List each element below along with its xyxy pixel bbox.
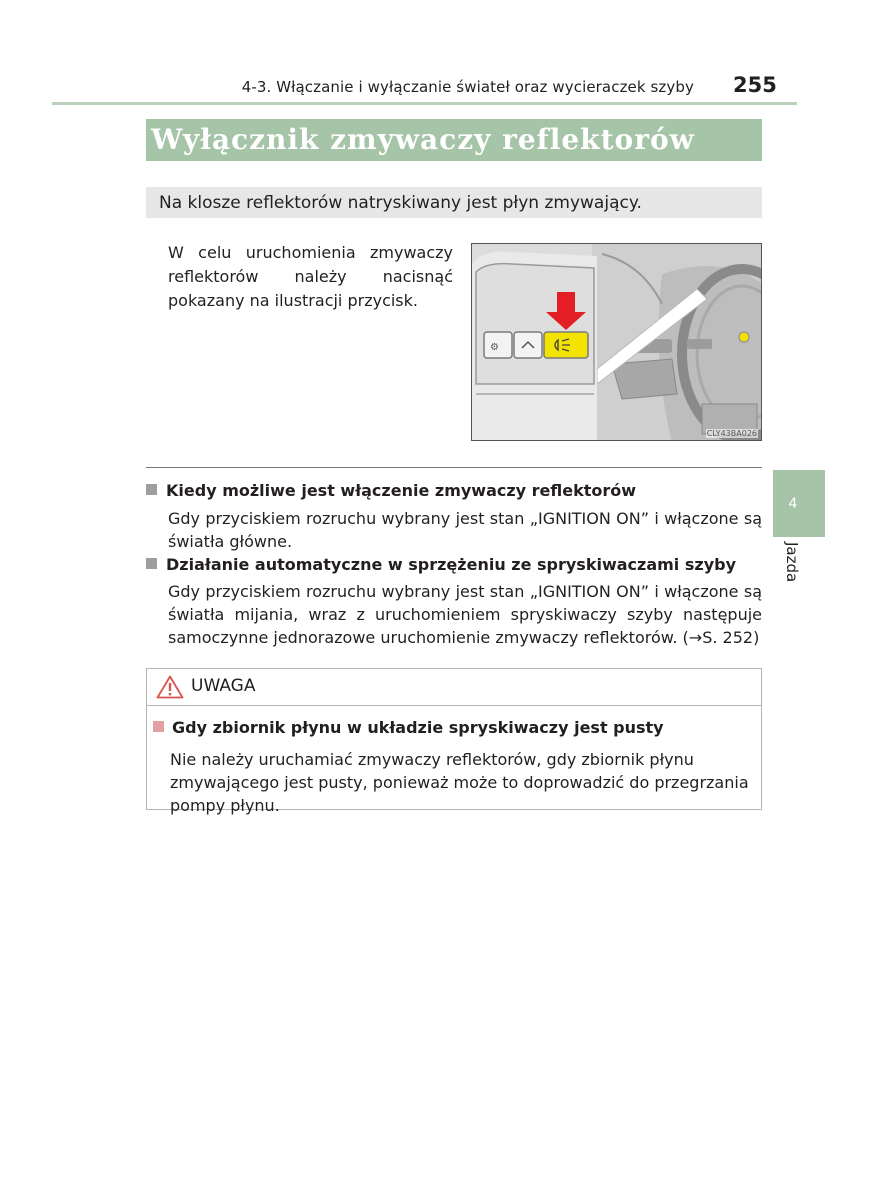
page-number: 255: [733, 73, 777, 97]
intro-bar: [146, 187, 762, 218]
warning-title: UWAGA: [191, 676, 256, 696]
warning-box: [146, 668, 762, 815]
note-body: Gdy przyciskiem rozruchu wybrany jest stan „IGNITION ON” i włączone są światła główne.: [168, 509, 762, 551]
bullet-square-icon: [146, 558, 157, 569]
title-bar: [146, 119, 762, 161]
intro-text: Na klosze reflektorów natryskiwany jest płyn zmywający.: [159, 193, 642, 213]
instruction-paragraph: W celu uruchomienia zmywaczy reflektorów należy nacisnąć pokazany na ilustracji przycisk.: [168, 243, 453, 310]
chapter-tab[interactable]: [773, 470, 825, 537]
headlight-cleaner-switch-icon: [472, 244, 762, 441]
chapter-label: Jazda: [783, 542, 801, 583]
header-divider: [52, 102, 797, 105]
note-heading: [146, 481, 636, 500]
warning-heading: [153, 718, 664, 737]
warning-header: [147, 669, 761, 706]
bullet-square-icon: [153, 721, 164, 732]
note-heading-text: Kiedy możliwe jest włączenie zmywaczy reflektorów: [166, 481, 637, 500]
note-body: Gdy przyciskiem rozruchu wybrany jest stan „IGNITION ON” i włączone są światła mijania, wraz z uruchomieniem spryskiwaczy szyby następuje samoczynne jednorazowe uruchomienie zmywaczy reflektorów. (→S. 252): [168, 582, 762, 647]
note-heading: [146, 555, 736, 574]
header-section-title: 4-3. Włączanie i wyłączanie świateł oraz wycieraczek szyby: [241, 78, 694, 96]
section-divider: [146, 467, 762, 468]
warning-triangle-icon: [156, 675, 184, 699]
warning-heading-text: Gdy zbiornik płynu w układzie spryskiwaczy jest pusty: [172, 718, 664, 737]
warning-body: Nie należy uruchamiać zmywaczy reflektorów, gdy zbiornik płynu zmywającego jest pusty, ponieważ może to doprowadzić do przegrzania pompy płynu.: [170, 750, 749, 815]
svg-text:⚙: ⚙: [490, 342, 499, 353]
headlight-cleaner-illustration: [471, 243, 762, 441]
illustration-code: CLY43BA026: [706, 429, 757, 438]
bullet-square-icon: [146, 484, 157, 495]
chapter-number: 4: [788, 496, 798, 512]
page-title: Wyłącznik zmywaczy reflektorów: [151, 123, 695, 156]
note-heading-text: Działanie automatyczne w sprzężeniu ze spryskiwaczami szyby: [166, 555, 736, 574]
